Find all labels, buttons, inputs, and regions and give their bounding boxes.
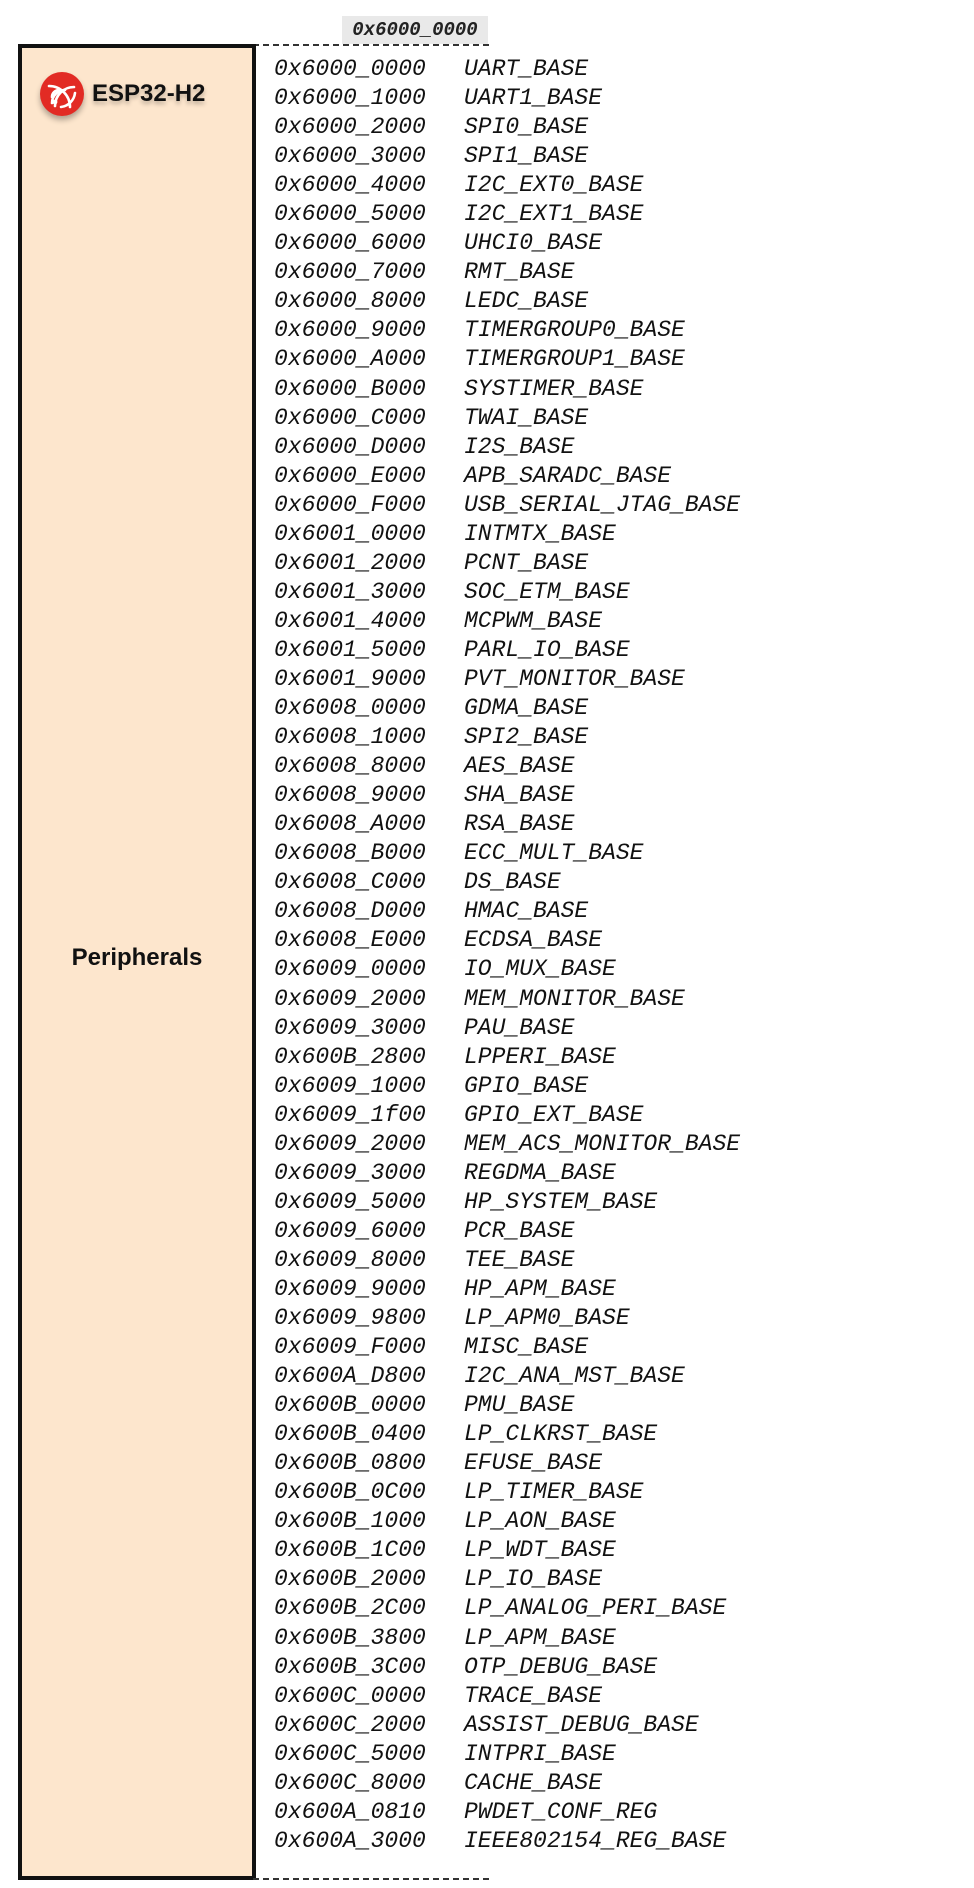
register-name: SPI2_BASE (464, 724, 589, 751)
register-name: PCR_BASE (464, 1217, 575, 1244)
register-address: 0x6000_8000 (274, 288, 426, 315)
register-address: 0x6009_0000 (274, 956, 426, 983)
register-name: IO_MUX_BASE (464, 956, 616, 983)
register-name: HP_APM_BASE (464, 1275, 616, 1302)
register-name: LPPERI_BASE (464, 1043, 616, 1070)
register-address: 0x6000_A000 (274, 346, 426, 373)
register-address: 0x6000_7000 (274, 259, 426, 286)
register-address: 0x6000_B000 (274, 375, 426, 402)
register-row (274, 142, 740, 171)
register-address: 0x6009_2000 (274, 1130, 426, 1157)
register-name: RMT_BASE (464, 259, 575, 286)
register-name: MEM_ACS_MONITOR_BASE (464, 1130, 741, 1157)
register-address: 0x6001_9000 (274, 665, 426, 692)
register-address: 0x6000_4000 (274, 172, 426, 199)
register-name: ECDSA_BASE (464, 927, 603, 954)
register-address: 0x6009_3000 (274, 1159, 426, 1186)
chip-brand (40, 72, 205, 116)
register-address: 0x6000_5000 (274, 201, 426, 228)
register-name: GPIO_EXT_BASE (464, 1101, 644, 1128)
register-address: 0x6000_1000 (274, 85, 426, 112)
register-name: LP_APM_BASE (464, 1624, 616, 1651)
register-name: PVT_MONITOR_BASE (464, 665, 685, 692)
register-row (274, 55, 740, 84)
register-address: 0x6000_0000 (274, 56, 426, 82)
register-address: 0x600B_2800 (274, 1043, 426, 1070)
register-row (274, 200, 740, 229)
register-row (274, 955, 740, 984)
register-name: LEDC_BASE (464, 288, 589, 315)
register-row (274, 1072, 740, 1101)
register-address: 0x6009_9800 (274, 1305, 426, 1332)
register-name: LP_TIMER_BASE (464, 1479, 644, 1506)
register-row (274, 1507, 740, 1536)
register-row (274, 1014, 740, 1043)
register-address: 0x6008_C000 (274, 869, 426, 896)
register-address: 0x600B_0C00 (274, 1479, 426, 1506)
register-address: 0x6009_F000 (274, 1334, 426, 1361)
register-name: LP_APM0_BASE (464, 1305, 630, 1332)
register-address: 0x600C_2000 (274, 1711, 426, 1738)
register-name: APB_SARADC_BASE (464, 462, 672, 489)
register-row (274, 1682, 740, 1711)
register-name: SPI1_BASE (464, 143, 589, 170)
register-address: 0x6009_9000 (274, 1275, 426, 1302)
register-address: 0x6008_9000 (274, 782, 426, 809)
register-address: 0x600B_1000 (274, 1508, 426, 1535)
register-name: PCNT_BASE (464, 549, 589, 576)
register-name: TIMERGROUP1_BASE (464, 346, 685, 373)
register-row (274, 781, 740, 810)
register-name: I2C_ANA_MST_BASE (464, 1363, 685, 1390)
register-address: 0x6000_F000 (274, 491, 426, 518)
register-name: TWAI_BASE (464, 404, 589, 431)
region-start-divider (253, 44, 489, 46)
register-row (274, 607, 740, 636)
register-address: 0x600B_0000 (274, 1392, 426, 1419)
register-list (274, 55, 740, 1856)
register-name: SYSTIMER_BASE (464, 375, 644, 402)
register-row (274, 1159, 740, 1188)
register-row (274, 491, 740, 520)
register-address: 0x6008_1000 (274, 724, 426, 751)
register-address: 0x6000_9000 (274, 317, 426, 344)
register-row (274, 1536, 740, 1565)
register-row (274, 1594, 740, 1623)
register-row (274, 752, 740, 781)
register-name: AES_BASE (464, 753, 575, 780)
register-row (274, 1217, 740, 1246)
register-name: PMU_BASE (464, 1392, 575, 1419)
register-name: PARL_IO_BASE (464, 636, 630, 663)
register-name: REGDMA_BASE (464, 1159, 616, 1186)
register-name: HMAC_BASE (464, 898, 589, 925)
memory-start-address: 0x6000_0000 (342, 16, 488, 44)
register-address: 0x600B_0400 (274, 1421, 426, 1448)
register-name: INTPRI_BASE (464, 1740, 616, 1767)
register-row (274, 1565, 740, 1594)
register-address: 0x600B_1C00 (274, 1537, 426, 1564)
register-name: LP_CLKRST_BASE (464, 1421, 658, 1448)
register-row (274, 1391, 740, 1420)
register-address: 0x6009_1f00 (274, 1101, 426, 1128)
register-name: MCPWM_BASE (464, 607, 603, 634)
register-row (274, 520, 740, 549)
espressif-logo-glyph (45, 77, 79, 111)
register-address: 0x6001_3000 (274, 578, 426, 605)
register-address: 0x6009_3000 (274, 1014, 426, 1041)
register-address: 0x600C_5000 (274, 1740, 426, 1767)
register-row (274, 375, 740, 404)
register-name: PAU_BASE (464, 1014, 575, 1041)
register-row (274, 636, 740, 665)
register-address: 0x600B_3800 (274, 1624, 426, 1651)
register-name: UART_BASE (464, 56, 589, 82)
register-name: UHCI0_BASE (464, 230, 603, 257)
register-name: ASSIST_DEBUG_BASE (464, 1711, 699, 1738)
register-name: I2C_EXT0_BASE (464, 172, 644, 199)
register-address: 0x6000_E000 (274, 462, 426, 489)
register-row (274, 897, 740, 926)
register-name: ECC_MULT_BASE (464, 840, 644, 867)
register-address: 0x6009_1000 (274, 1072, 426, 1099)
register-row (274, 345, 740, 374)
register-row (274, 171, 740, 200)
register-row (274, 113, 740, 142)
register-name: SOC_ETM_BASE (464, 578, 630, 605)
register-address: 0x6001_4000 (274, 607, 426, 634)
register-row (274, 1769, 740, 1798)
register-address: 0x6008_8000 (274, 753, 426, 780)
espressif-logo-icon (40, 72, 84, 116)
register-name: I2C_EXT1_BASE (464, 201, 644, 228)
register-row (274, 1275, 740, 1304)
block-label: Peripherals (71, 944, 203, 971)
register-row (274, 1333, 740, 1362)
register-row (274, 433, 740, 462)
register-address: 0x6001_5000 (274, 636, 426, 663)
register-row (274, 1827, 740, 1856)
register-name: INTMTX_BASE (464, 520, 616, 547)
register-address: 0x6008_D000 (274, 898, 426, 925)
register-row (274, 1449, 740, 1478)
register-address: 0x600B_0800 (274, 1450, 426, 1477)
register-row (274, 926, 740, 955)
register-name: HP_SYSTEM_BASE (464, 1188, 658, 1215)
register-row (274, 1246, 740, 1275)
register-row (274, 404, 740, 433)
register-row (274, 1188, 740, 1217)
register-address: 0x600B_3C00 (274, 1653, 426, 1680)
register-name: SPI0_BASE (464, 114, 589, 141)
register-name: PWDET_CONF_REG (464, 1798, 658, 1825)
register-address: 0x600A_3000 (274, 1827, 426, 1854)
register-address: 0x6000_D000 (274, 433, 426, 460)
register-name: I2S_BASE (464, 433, 575, 460)
register-address: 0x6000_6000 (274, 230, 426, 257)
register-row (274, 1478, 740, 1507)
register-row (274, 316, 740, 345)
register-address: 0x600C_0000 (274, 1682, 426, 1709)
register-name: EFUSE_BASE (464, 1450, 603, 1477)
register-row (274, 694, 740, 723)
register-address: 0x6000_3000 (274, 143, 426, 170)
register-name: TIMERGROUP0_BASE (464, 317, 685, 344)
register-name: TRACE_BASE (464, 1682, 603, 1709)
register-name: SHA_BASE (464, 782, 575, 809)
register-address: 0x6009_5000 (274, 1188, 426, 1215)
register-name: MEM_MONITOR_BASE (464, 985, 685, 1012)
register-name: LP_AON_BASE (464, 1508, 616, 1535)
register-address: 0x6008_B000 (274, 840, 426, 867)
register-row (274, 1420, 740, 1449)
register-row (274, 868, 740, 897)
register-address: 0x6000_2000 (274, 114, 426, 141)
register-address: 0x600B_2C00 (274, 1595, 426, 1622)
register-name: LP_ANALOG_PERI_BASE (464, 1595, 727, 1622)
register-row (274, 1130, 740, 1159)
register-row (274, 723, 740, 752)
register-name: LP_WDT_BASE (464, 1537, 616, 1564)
register-address: 0x6009_8000 (274, 1246, 426, 1273)
register-row (274, 84, 740, 113)
register-row (274, 1653, 740, 1682)
register-name: USB_SERIAL_JTAG_BASE (464, 491, 741, 518)
register-row (274, 462, 740, 491)
register-row (274, 1101, 740, 1130)
register-row (274, 1624, 740, 1653)
register-row (274, 1362, 740, 1391)
register-name: LP_IO_BASE (464, 1566, 603, 1593)
register-address: 0x600B_2000 (274, 1566, 426, 1593)
register-row (274, 258, 740, 287)
register-address: 0x600A_0810 (274, 1798, 426, 1825)
register-row (274, 665, 740, 694)
register-name: IEEE802154_REG_BASE (464, 1827, 727, 1854)
register-row (274, 810, 740, 839)
register-row (274, 229, 740, 258)
register-row (274, 985, 740, 1014)
register-address: 0x6008_A000 (274, 811, 426, 838)
register-name: GPIO_BASE (464, 1072, 589, 1099)
chip-name: ESP32-H2 (92, 80, 206, 107)
register-row (274, 1740, 740, 1769)
register-name: OTP_DEBUG_BASE (464, 1653, 658, 1680)
register-address: 0x6009_6000 (274, 1217, 426, 1244)
register-name: CACHE_BASE (464, 1769, 603, 1796)
register-address: 0x600A_D800 (274, 1363, 426, 1390)
region-end-divider (253, 1878, 489, 1880)
register-name: UART1_BASE (464, 85, 603, 112)
register-row (274, 1043, 740, 1072)
register-name: TEE_BASE (464, 1246, 575, 1273)
register-name: DS_BASE (464, 869, 561, 896)
register-row (274, 1304, 740, 1333)
register-address: 0x600C_8000 (274, 1769, 426, 1796)
register-row (274, 287, 740, 316)
register-address: 0x6000_C000 (274, 404, 426, 431)
register-name: GDMA_BASE (464, 695, 589, 722)
register-address: 0x6001_2000 (274, 549, 426, 576)
register-address: 0x6009_2000 (274, 985, 426, 1012)
register-address: 0x6008_0000 (274, 695, 426, 722)
register-name: RSA_BASE (464, 811, 575, 838)
register-row (274, 1798, 740, 1827)
register-row (274, 1711, 740, 1740)
register-name: MISC_BASE (464, 1334, 589, 1361)
register-address: 0x6008_E000 (274, 927, 426, 954)
register-row (274, 578, 740, 607)
register-address: 0x6001_0000 (274, 520, 426, 547)
register-row (274, 839, 740, 868)
peripherals-memory-block (18, 44, 256, 1880)
register-row (274, 549, 740, 578)
